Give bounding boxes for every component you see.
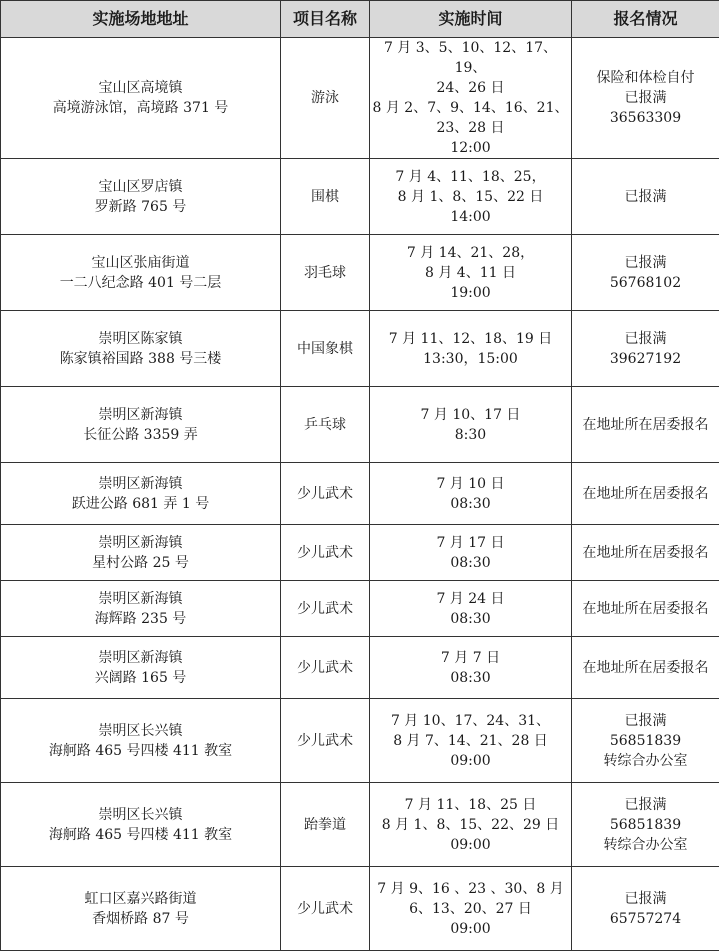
status-cell: 保险和体检自付 已报满 36563309: [572, 38, 719, 159]
address-cell: 崇明区新海镇 跃进公路 681 弄 1 号: [1, 463, 281, 525]
table-row: [1, 525, 719, 581]
project-cell: 少儿武术: [281, 699, 370, 783]
project-cell: 少儿武术: [281, 581, 370, 637]
time-cell: 7 月 10、17、24、31、 8 月 7、14、21、28 日 09:00: [370, 699, 572, 783]
status-cell: 已报满 56851839 转综合办公室: [572, 783, 719, 867]
project-cell: 跆拳道: [281, 783, 370, 867]
address-cell: 崇明区新海镇 海辉路 235 号: [1, 581, 281, 637]
time-cell: 7 月 9、16 、23 、30、8 月 6、13、20、27 日 09:00: [370, 867, 572, 951]
status-cell: 在地址所在居委报名: [572, 387, 719, 463]
table-row: [1, 867, 719, 951]
address-cell: 崇明区陈家镇 陈家镇裕国路 388 号三楼: [1, 311, 281, 387]
table-row: [1, 637, 719, 699]
address-cell: 虹口区嘉兴路街道 香烟桥路 87 号: [1, 867, 281, 951]
address-cell: 宝山区张庙街道 一二八纪念路 401 号二层: [1, 235, 281, 311]
address-cell: 崇明区新海镇 兴阔路 165 号: [1, 637, 281, 699]
status-cell: 在地址所在居委报名: [572, 463, 719, 525]
status-cell: 已报满: [572, 159, 719, 235]
time-cell: 7 月 4、11、18、25， 8 月 1、8、15、22 日 14:00: [370, 159, 572, 235]
table-row: [1, 699, 719, 783]
header-address: 实施场地地址: [1, 1, 281, 38]
time-cell: 7 月 10、17 日 8:30: [370, 387, 572, 463]
address-cell: 崇明区新海镇 长征公路 3359 弄: [1, 387, 281, 463]
table-row: [1, 159, 719, 235]
project-cell: 少儿武术: [281, 637, 370, 699]
status-cell: 在地址所在居委报名: [572, 581, 719, 637]
address-cell: 宝山区罗店镇 罗新路 765 号: [1, 159, 281, 235]
table-row: [1, 38, 719, 159]
time-cell: 7 月 3、5、10、12、17、19、 24、26 日 8 月 2、7、9、14、16、21、 23、28 日 12:00: [370, 38, 572, 159]
time-cell: 7 月 14、21、28， 8 月 4、11 日 19:00: [370, 235, 572, 311]
status-cell: 在地址所在居委报名: [572, 637, 719, 699]
header-project: 项目名称: [281, 1, 370, 38]
table-row: [1, 783, 719, 867]
table-row: [1, 311, 719, 387]
status-cell: 在地址所在居委报名: [572, 525, 719, 581]
table-row: [1, 463, 719, 525]
project-cell: 少儿武术: [281, 463, 370, 525]
project-cell: 少儿武术: [281, 525, 370, 581]
project-cell: 中国象棋: [281, 311, 370, 387]
header-time: 实施时间: [370, 1, 572, 38]
status-cell: 已报满 56768102: [572, 235, 719, 311]
project-cell: 少儿武术: [281, 867, 370, 951]
project-cell: 围棋: [281, 159, 370, 235]
project-cell: 乒乓球: [281, 387, 370, 463]
address-cell: 崇明区长兴镇 海舸路 465 号四楼 411 教室: [1, 699, 281, 783]
status-cell: 已报满 39627192: [572, 311, 719, 387]
project-cell: 游泳: [281, 38, 370, 159]
address-cell: 宝山区高境镇 高境游泳馆，高境路 371 号: [1, 38, 281, 159]
table-row: [1, 387, 719, 463]
address-cell: 崇明区新海镇 星村公路 25 号: [1, 525, 281, 581]
time-cell: 7 月 11、12、18、19 日 13:30，15:00: [370, 311, 572, 387]
time-cell: 7 月 24 日 08:30: [370, 581, 572, 637]
header-row: [1, 1, 719, 38]
time-cell: 7 月 17 日 08:30: [370, 525, 572, 581]
time-cell: 7 月 7 日 08:30: [370, 637, 572, 699]
address-cell: 崇明区长兴镇 海舸路 465 号四楼 411 教室: [1, 783, 281, 867]
project-cell: 羽毛球: [281, 235, 370, 311]
time-cell: 7 月 10 日 08:30: [370, 463, 572, 525]
time-cell: 7 月 11、18、25 日 8 月 1、8、15、22、29 日 09:00: [370, 783, 572, 867]
status-cell: 已报满 56851839 转综合办公室: [572, 699, 719, 783]
header-status: 报名情况: [572, 1, 719, 38]
table-row: [1, 581, 719, 637]
status-cell: 已报满 65757274: [572, 867, 719, 951]
table-row: [1, 235, 719, 311]
